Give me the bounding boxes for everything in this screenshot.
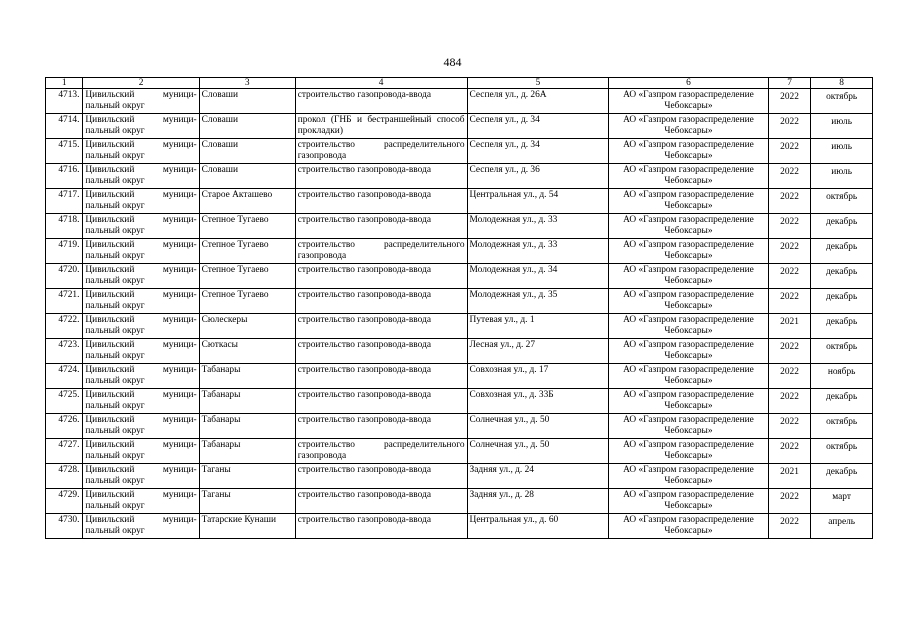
table-row [46, 264, 873, 289]
table-row [46, 164, 873, 189]
district-hyphenated: муници- [162, 365, 197, 375]
district-hyphenated: муници- [162, 115, 197, 125]
district-cell [83, 139, 199, 164]
table-row [46, 114, 873, 139]
work-type-cell: строительство газопровода-ввода [295, 364, 467, 389]
year-cell: 2021 [768, 464, 810, 489]
village-cell: Табанары [199, 414, 295, 439]
table-row [46, 514, 873, 539]
district-line2: пальный округ [85, 251, 145, 261]
district-cell [83, 439, 199, 464]
district-name: Цивильский [85, 165, 135, 175]
address-cell: Центральная ул., д. 54 [467, 189, 609, 214]
district-cell [83, 214, 199, 239]
district-hyphenated: муници- [162, 165, 197, 175]
month-cell: октябрь [811, 339, 873, 364]
district-name: Цивильский [85, 440, 135, 450]
month-cell: июль [811, 164, 873, 189]
district-name: Цивильский [85, 315, 135, 325]
district-line2: пальный округ [85, 476, 145, 486]
address-cell: Задняя ул., д. 28 [467, 489, 609, 514]
year-cell: 2022 [768, 264, 810, 289]
month-cell: декабрь [811, 264, 873, 289]
district-name: Цивильский [85, 115, 135, 125]
district-cell [83, 189, 199, 214]
district-name: Цивильский [85, 90, 135, 100]
year-cell: 2022 [768, 439, 810, 464]
district-name: Цивильский [85, 465, 135, 475]
district-cell [83, 364, 199, 389]
district-hyphenated: муници- [162, 340, 197, 350]
month-cell: июль [811, 114, 873, 139]
work-type-cell: строительство газопровода-ввода [295, 314, 467, 339]
district-cell [83, 264, 199, 289]
table-row [46, 464, 873, 489]
village-cell: Таганы [199, 464, 295, 489]
district-line2: пальный округ [85, 276, 145, 286]
year-cell: 2022 [768, 514, 810, 539]
district-hyphenated: муници- [162, 190, 197, 200]
district-name: Цивильский [85, 340, 135, 350]
header-cell: 7 [768, 78, 810, 89]
page-number: 484 [443, 55, 462, 69]
district-line2: пальный округ [85, 201, 145, 211]
work-type-cell: строительство газопровода-ввода [295, 464, 467, 489]
district-name: Цивильский [85, 140, 135, 150]
district-hyphenated: муници- [162, 265, 197, 275]
address-cell: Центральная ул., д. 60 [467, 514, 609, 539]
district-hyphenated: муници- [162, 240, 197, 250]
work-type-cell: строительство газопровода-ввода [295, 289, 467, 314]
district-line2: пальный округ [85, 351, 145, 361]
address-cell: Солнечная ул., д. 50 [467, 414, 609, 439]
district-cell [83, 89, 199, 114]
district-line2: пальный округ [85, 501, 145, 511]
organization-cell: АО «Газпром газораспределение Чебоксары» [609, 289, 769, 314]
district-line2: пальный округ [85, 126, 145, 136]
year-cell: 2022 [768, 139, 810, 164]
month-cell: октябрь [811, 189, 873, 214]
year-cell: 2022 [768, 164, 810, 189]
organization-cell: АО «Газпром газораспределение Чебоксары» [609, 314, 769, 339]
row-number: 4721. [46, 289, 83, 314]
village-cell: Татарские Кунаши [199, 514, 295, 539]
organization-cell: АО «Газпром газораспределение Чебоксары» [609, 89, 769, 114]
row-number: 4726. [46, 414, 83, 439]
month-cell: октябрь [811, 439, 873, 464]
table-row [46, 139, 873, 164]
district-name: Цивильский [85, 415, 135, 425]
header-cell: 3 [199, 78, 295, 89]
district-hyphenated: муници- [162, 290, 197, 300]
organization-cell: АО «Газпром газораспределение Чебоксары» [609, 189, 769, 214]
district-cell [83, 464, 199, 489]
district-hyphenated: муници- [162, 415, 197, 425]
work-type-cell: прокол (ГНБ и бестраншейный способ прокладки) [295, 114, 467, 139]
table-row [46, 189, 873, 214]
district-cell [83, 114, 199, 139]
table-row [46, 489, 873, 514]
header-cell: 8 [811, 78, 873, 89]
work-type-cell: строительство распределительного газопровода [295, 239, 467, 264]
district-hyphenated: муници- [162, 390, 197, 400]
year-cell: 2022 [768, 114, 810, 139]
village-cell: Табанары [199, 389, 295, 414]
year-cell: 2022 [768, 339, 810, 364]
work-type-cell: строительство газопровода-ввода [295, 89, 467, 114]
organization-cell: АО «Газпром газораспределение Чебоксары» [609, 439, 769, 464]
district-cell [83, 164, 199, 189]
row-number: 4718. [46, 214, 83, 239]
work-type-cell: строительство распределительного газопровода [295, 139, 467, 164]
village-cell: Таганы [199, 489, 295, 514]
work-type-cell: строительство газопровода-ввода [295, 489, 467, 514]
row-number: 4728. [46, 464, 83, 489]
organization-cell: АО «Газпром газораспределение Чебоксары» [609, 464, 769, 489]
district-cell [83, 389, 199, 414]
district-line2: пальный округ [85, 526, 145, 536]
district-cell [83, 414, 199, 439]
header-row [46, 78, 873, 89]
work-type-cell: строительство газопровода-ввода [295, 164, 467, 189]
header-cell: 1 [46, 78, 83, 89]
village-cell: Степное Тугаево [199, 239, 295, 264]
village-cell: Сюлескеры [199, 314, 295, 339]
month-cell: декабрь [811, 239, 873, 264]
month-cell: декабрь [811, 289, 873, 314]
district-hyphenated: муници- [162, 315, 197, 325]
month-cell: декабрь [811, 314, 873, 339]
row-number: 4717. [46, 189, 83, 214]
village-cell: Словаши [199, 164, 295, 189]
work-type-cell: строительство газопровода-ввода [295, 214, 467, 239]
district-line2: пальный округ [85, 101, 145, 111]
month-cell: октябрь [811, 89, 873, 114]
work-type-cell: строительство распределительного газопровода [295, 439, 467, 464]
organization-cell: АО «Газпром газораспределение Чебоксары» [609, 239, 769, 264]
village-cell: Степное Тугаево [199, 214, 295, 239]
organization-cell: АО «Газпром газораспределение Чебоксары» [609, 164, 769, 189]
month-cell: декабрь [811, 389, 873, 414]
row-number: 4725. [46, 389, 83, 414]
district-line2: пальный округ [85, 376, 145, 386]
address-cell: Сеспеля ул., д. 36 [467, 164, 609, 189]
organization-cell: АО «Газпром газораспределение Чебоксары» [609, 339, 769, 364]
work-type-cell: строительство газопровода-ввода [295, 339, 467, 364]
header-cell: 6 [609, 78, 769, 89]
address-cell: Солнечная ул., д. 50 [467, 439, 609, 464]
year-cell: 2022 [768, 89, 810, 114]
organization-cell: АО «Газпром газораспределение Чебоксары» [609, 414, 769, 439]
organization-cell: АО «Газпром газораспределение Чебоксары» [609, 114, 769, 139]
organization-cell: АО «Газпром газораспределение Чебоксары» [609, 264, 769, 289]
address-cell: Лесная ул., д. 27 [467, 339, 609, 364]
month-cell: декабрь [811, 214, 873, 239]
year-cell: 2022 [768, 389, 810, 414]
work-type-cell: строительство газопровода-ввода [295, 514, 467, 539]
header-cell: 4 [295, 78, 467, 89]
district-line2: пальный округ [85, 151, 145, 161]
row-number: 4723. [46, 339, 83, 364]
work-type-cell: строительство газопровода-ввода [295, 389, 467, 414]
table-row [46, 414, 873, 439]
district-cell [83, 314, 199, 339]
village-cell: Сюткасы [199, 339, 295, 364]
address-cell: Молодежная ул., д. 33 [467, 239, 609, 264]
row-number: 4730. [46, 514, 83, 539]
address-cell: Сеспеля ул., д. 34 [467, 139, 609, 164]
year-cell: 2022 [768, 489, 810, 514]
row-number: 4713. [46, 89, 83, 114]
district-hyphenated: муници- [162, 465, 197, 475]
table-row [46, 214, 873, 239]
organization-cell: АО «Газпром газораспределение Чебоксары» [609, 489, 769, 514]
row-number: 4716. [46, 164, 83, 189]
address-cell: Путевая ул., д. 1 [467, 314, 609, 339]
table-row [46, 314, 873, 339]
table-row [46, 289, 873, 314]
month-cell: октябрь [811, 414, 873, 439]
organization-cell: АО «Газпром газораспределение Чебоксары» [609, 364, 769, 389]
district-cell [83, 489, 199, 514]
district-line2: пальный округ [85, 176, 145, 186]
district-line2: пальный округ [85, 326, 145, 336]
district-hyphenated: муници- [162, 90, 197, 100]
district-name: Цивильский [85, 390, 135, 400]
address-cell: Сеспеля ул., д. 26А [467, 89, 609, 114]
row-number: 4727. [46, 439, 83, 464]
district-line2: пальный округ [85, 451, 145, 461]
table-row [46, 439, 873, 464]
year-cell: 2022 [768, 239, 810, 264]
year-cell: 2022 [768, 214, 810, 239]
organization-cell: АО «Газпром газораспределение Чебоксары» [609, 514, 769, 539]
row-number: 4714. [46, 114, 83, 139]
organization-cell: АО «Газпром газораспределение Чебоксары» [609, 389, 769, 414]
district-hyphenated: муници- [162, 515, 197, 525]
district-hyphenated: муници- [162, 490, 197, 500]
organization-cell: АО «Газпром газораспределение Чебоксары» [609, 139, 769, 164]
address-cell: Совхозная ул., д. 17 [467, 364, 609, 389]
district-line2: пальный округ [85, 301, 145, 311]
row-number: 4719. [46, 239, 83, 264]
district-name: Цивильский [85, 215, 135, 225]
district-name: Цивильский [85, 490, 135, 500]
table-row [46, 389, 873, 414]
row-number: 4715. [46, 139, 83, 164]
district-name: Цивильский [85, 365, 135, 375]
address-cell: Совхозная ул., д. 33Б [467, 389, 609, 414]
district-hyphenated: муници- [162, 440, 197, 450]
header-cell: 5 [467, 78, 609, 89]
district-line2: пальный округ [85, 226, 145, 236]
work-type-cell: строительство газопровода-ввода [295, 264, 467, 289]
gas-works-table [45, 77, 873, 539]
district-name: Цивильский [85, 190, 135, 200]
table-row [46, 339, 873, 364]
district-cell [83, 339, 199, 364]
village-cell: Табанары [199, 364, 295, 389]
district-name: Цивильский [85, 290, 135, 300]
village-cell: Словаши [199, 114, 295, 139]
district-cell [83, 239, 199, 264]
table-row [46, 364, 873, 389]
row-number: 4729. [46, 489, 83, 514]
village-cell: Словаши [199, 139, 295, 164]
month-cell: март [811, 489, 873, 514]
year-cell: 2021 [768, 314, 810, 339]
address-cell: Задняя ул., д. 24 [467, 464, 609, 489]
year-cell: 2022 [768, 414, 810, 439]
header-cell: 2 [83, 78, 199, 89]
work-type-cell: строительство газопровода-ввода [295, 189, 467, 214]
district-name: Цивильский [85, 265, 135, 275]
month-cell: апрель [811, 514, 873, 539]
month-cell: декабрь [811, 464, 873, 489]
district-hyphenated: муници- [162, 215, 197, 225]
district-line2: пальный округ [85, 401, 145, 411]
row-number: 4720. [46, 264, 83, 289]
district-name: Цивильский [85, 515, 135, 525]
district-line2: пальный округ [85, 426, 145, 436]
district-hyphenated: муници- [162, 140, 197, 150]
year-cell: 2022 [768, 189, 810, 214]
row-number: 4722. [46, 314, 83, 339]
year-cell: 2022 [768, 289, 810, 314]
address-cell: Молодежная ул., д. 34 [467, 264, 609, 289]
address-cell: Молодежная ул., д. 33 [467, 214, 609, 239]
organization-cell: АО «Газпром газораспределение Чебоксары» [609, 214, 769, 239]
village-cell: Старое Акташево [199, 189, 295, 214]
district-name: Цивильский [85, 240, 135, 250]
table-row [46, 89, 873, 114]
district-cell [83, 289, 199, 314]
village-cell: Табанары [199, 439, 295, 464]
village-cell: Степное Тугаево [199, 289, 295, 314]
year-cell: 2022 [768, 364, 810, 389]
address-cell: Молодежная ул., д. 35 [467, 289, 609, 314]
district-cell [83, 514, 199, 539]
work-type-cell: строительство газопровода-ввода [295, 414, 467, 439]
month-cell: июль [811, 139, 873, 164]
village-cell: Словаши [199, 89, 295, 114]
row-number: 4724. [46, 364, 83, 389]
month-cell: ноябрь [811, 364, 873, 389]
table-row [46, 239, 873, 264]
address-cell: Сеспеля ул., д. 34 [467, 114, 609, 139]
village-cell: Степное Тугаево [199, 264, 295, 289]
